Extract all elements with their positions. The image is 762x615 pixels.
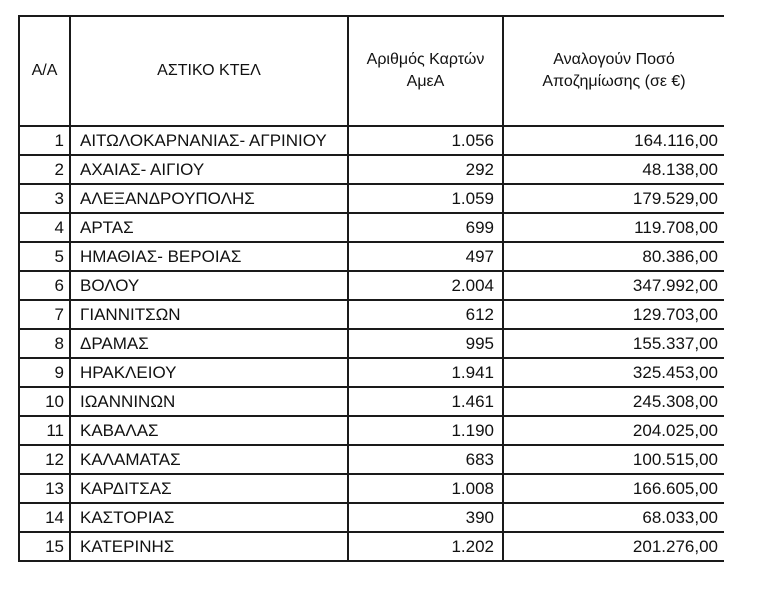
row-amount-cell: 129.703,00	[503, 300, 724, 329]
table-row	[19, 213, 724, 242]
header-row	[19, 16, 724, 126]
header-amount	[503, 16, 724, 126]
row-name-cell: ΓΙΑΝΝΙΤΣΩΝ	[70, 300, 348, 329]
table-row	[19, 445, 724, 474]
compensation-table	[18, 15, 724, 562]
row-cards-cell: 699	[348, 213, 503, 242]
table-row	[19, 242, 724, 271]
row-cards-cell: 292	[348, 155, 503, 184]
row-index-cell: 13	[19, 474, 70, 503]
row-cards-cell: 1.190	[348, 416, 503, 445]
row-amount-cell: 48.138,00	[503, 155, 724, 184]
row-amount-cell: 80.386,00	[503, 242, 724, 271]
row-index-cell: 9	[19, 358, 70, 387]
table-row	[19, 184, 724, 213]
header-cards-line1: Αριθμός Καρτών	[366, 51, 485, 68]
row-cards-cell: 1.059	[348, 184, 503, 213]
row-amount-cell: 68.033,00	[503, 503, 724, 532]
row-name-cell: ΚΑΒΑΛΑΣ	[70, 416, 348, 445]
header-aa: Α/Α	[19, 16, 70, 126]
table-row	[19, 358, 724, 387]
table-body	[19, 126, 724, 561]
table-row	[19, 503, 724, 532]
row-amount-cell: 201.276,00	[503, 532, 724, 561]
header-amount-line1: Αναλογούν Ποσό	[553, 51, 675, 68]
row-index-cell: 4	[19, 213, 70, 242]
row-name-cell: ΑΙΤΩΛΟΚΑΡΝΑΝΙΑΣ- ΑΓΡΙΝΙΟΥ	[70, 126, 348, 155]
row-amount-cell: 166.605,00	[503, 474, 724, 503]
row-amount-cell: 179.529,00	[503, 184, 724, 213]
row-index-cell: 11	[19, 416, 70, 445]
row-amount-cell: 325.453,00	[503, 358, 724, 387]
row-index-cell: 8	[19, 329, 70, 358]
row-cards-cell: 1.056	[348, 126, 503, 155]
row-index-cell: 12	[19, 445, 70, 474]
table-row	[19, 155, 724, 184]
row-cards-cell: 995	[348, 329, 503, 358]
row-cards-cell: 1.202	[348, 532, 503, 561]
row-amount-cell: 100.515,00	[503, 445, 724, 474]
row-amount-cell: 204.025,00	[503, 416, 724, 445]
header-amount-line2: Αποζημίωσης (σε €)	[542, 73, 686, 90]
table-header	[19, 16, 724, 126]
row-cards-cell: 612	[348, 300, 503, 329]
row-index-cell: 3	[19, 184, 70, 213]
document-sheet	[18, 15, 724, 615]
row-index-cell: 10	[19, 387, 70, 416]
table-row	[19, 387, 724, 416]
row-name-cell: ΑΛΕΞΑΝΔΡΟΥΠΟΛΗΣ	[70, 184, 348, 213]
row-name-cell: ΚΑΣΤΟΡΙΑΣ	[70, 503, 348, 532]
table-row	[19, 300, 724, 329]
row-name-cell: ΑΡΤΑΣ	[70, 213, 348, 242]
row-name-cell: ΚΑΡΔΙΤΣΑΣ	[70, 474, 348, 503]
row-amount-cell: 347.992,00	[503, 271, 724, 300]
row-cards-cell: 497	[348, 242, 503, 271]
row-amount-cell: 155.337,00	[503, 329, 724, 358]
row-name-cell: ΚΑΤΕΡΙΝΗΣ	[70, 532, 348, 561]
table-row	[19, 532, 724, 561]
row-cards-cell: 1.941	[348, 358, 503, 387]
row-amount-cell: 164.116,00	[503, 126, 724, 155]
table-row	[19, 126, 724, 155]
row-name-cell: ΑΧΑΙΑΣ- ΑΙΓΙΟΥ	[70, 155, 348, 184]
table-row	[19, 271, 724, 300]
row-index-cell: 6	[19, 271, 70, 300]
row-index-cell: 5	[19, 242, 70, 271]
header-name: ΑΣΤΙΚΟ ΚΤΕΛ	[70, 16, 348, 126]
table-row	[19, 416, 724, 445]
header-cards	[348, 16, 503, 126]
row-amount-cell: 119.708,00	[503, 213, 724, 242]
row-index-cell: 7	[19, 300, 70, 329]
row-name-cell: ΒΟΛΟΥ	[70, 271, 348, 300]
row-index-cell: 14	[19, 503, 70, 532]
row-name-cell: ΚΑΛΑΜΑΤΑΣ	[70, 445, 348, 474]
row-amount-cell: 245.308,00	[503, 387, 724, 416]
row-name-cell: ΔΡΑΜΑΣ	[70, 329, 348, 358]
table-row	[19, 474, 724, 503]
row-cards-cell: 390	[348, 503, 503, 532]
header-cards-line2: ΑμεΑ	[406, 73, 445, 90]
row-cards-cell: 1.461	[348, 387, 503, 416]
row-cards-cell: 683	[348, 445, 503, 474]
table-row	[19, 329, 724, 358]
row-name-cell: ΗΡΑΚΛΕΙΟΥ	[70, 358, 348, 387]
row-name-cell: ΙΩΑΝΝΙΝΩΝ	[70, 387, 348, 416]
row-name-cell: ΗΜΑΘΙΑΣ- ΒΕΡΟΙΑΣ	[70, 242, 348, 271]
row-index-cell: 2	[19, 155, 70, 184]
row-index-cell: 15	[19, 532, 70, 561]
row-cards-cell: 2.004	[348, 271, 503, 300]
row-cards-cell: 1.008	[348, 474, 503, 503]
row-index-cell: 1	[19, 126, 70, 155]
